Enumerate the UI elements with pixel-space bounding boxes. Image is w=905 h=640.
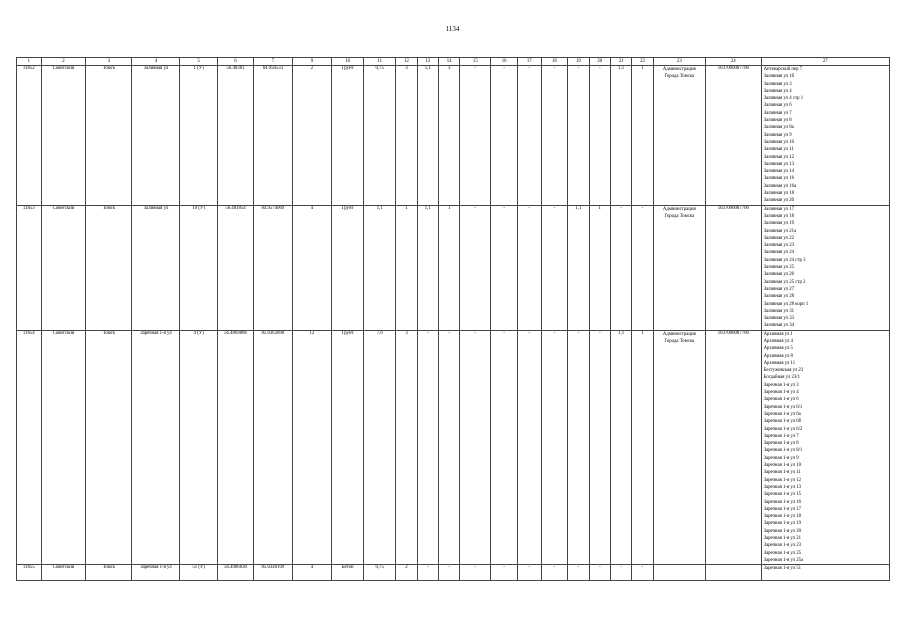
address-line: Заречная 1-я ул 6/2 [763, 426, 803, 432]
cell-c22: 1 [632, 330, 653, 565]
cell-lat: 56.4869886 [217, 330, 253, 565]
column-header: 13 [417, 58, 438, 66]
owner-line: Города Томска [664, 74, 695, 80]
cell-ogrn: 1037000087706 [706, 205, 762, 330]
address-line: Заливная ул 8 [763, 118, 792, 124]
address-line: Заливная ул 9 [763, 132, 792, 138]
address-line: Заречная 1-я ул 25а [763, 557, 804, 563]
cell-lon: 85.0362890 [254, 330, 292, 565]
address-line: Заливная ул 24 [763, 250, 795, 256]
data-table [16, 57, 890, 581]
cell-area: 1,1 [364, 205, 396, 330]
address-line: Заливная ул 3 [763, 81, 792, 87]
address-line: Заречная 1-я ул 6а [763, 411, 801, 417]
cell-c15: - [460, 565, 491, 581]
address-line: Заречная 1-я ул 18 [763, 514, 801, 520]
cell-addresses [761, 66, 889, 206]
cell-lat: 56.481854 [217, 205, 253, 330]
address-line: Заречная 1-я ул 8 [763, 441, 799, 447]
cell-c22: - [632, 205, 653, 330]
cell-city: Томск [86, 565, 132, 581]
address-line: Заливная ул 28 корп 1 [763, 301, 809, 307]
table-row [17, 330, 890, 565]
column-header: 19 [568, 58, 589, 66]
cell-district: Советский [41, 330, 86, 565]
cell-c19: - [568, 66, 589, 206]
cell-c15: - [460, 205, 491, 330]
column-header: 23 [653, 58, 705, 66]
cell-district: Советский [41, 565, 86, 581]
cell-area: 7,6 [364, 330, 396, 565]
cell-area: 0,75 [364, 565, 396, 581]
column-header: 1 [17, 58, 42, 66]
address-line: Заречная 1-я ул 16 [763, 499, 801, 505]
address-line: Заливная ул 33 [763, 316, 795, 322]
column-header: 2 [41, 58, 86, 66]
cell-c20: - [589, 66, 610, 206]
address-line: Заливная ул 28 [763, 294, 795, 300]
address-line: Бестужевская ул 23 [763, 368, 804, 374]
address-line: Заливная ул 27 [763, 286, 795, 292]
address-line: Заливная ул 4 [763, 88, 792, 94]
cell-c12: 2 [396, 565, 417, 581]
cell-surface: Грунт [332, 66, 364, 206]
address-line: Архивная ул 4 [763, 338, 793, 344]
address-line: Заречная 1-я ул 7 [763, 433, 799, 439]
cell-count: 4 [292, 205, 332, 330]
header-row [17, 58, 890, 66]
cell-id: 11853 [17, 205, 42, 330]
cell-c17: - [518, 205, 542, 330]
address-line: Заливная ул 20 [763, 198, 795, 204]
address-line: Заречная 1-я ул 8/1 [763, 448, 803, 454]
column-header: 3 [86, 58, 132, 66]
cell-count: 4 [292, 565, 332, 581]
cell-city: Томск [86, 330, 132, 565]
address-line: Заречная 1-я ул 25 [763, 550, 801, 556]
cell-surface: Грунт [332, 205, 364, 330]
cell-c13: - [417, 565, 438, 581]
address-line: Заречная 1-я ул 51 [763, 566, 801, 572]
address-line: Заливная ул 22 [763, 235, 795, 241]
column-header: 18 [541, 58, 568, 66]
cell-lat: 56.48381 [217, 66, 253, 206]
cell-lon: 84.9574069 [254, 205, 292, 330]
cell-c13: - [417, 330, 438, 565]
table-row [17, 205, 890, 330]
cell-count: 12 [292, 330, 332, 565]
cell-house: 51 (У) [180, 565, 217, 581]
address-line: Архивная ул 8 [763, 353, 793, 359]
cell-street: Заречная 1-я ул [132, 565, 180, 581]
cell-c19: 1,1 [568, 205, 589, 330]
column-header: 10 [332, 58, 364, 66]
cell-surface: Бетон [332, 565, 364, 581]
address-line: Заречная 1-я ул 17 [763, 506, 801, 512]
address-line: Заречная 1-я ул 4 [763, 390, 799, 396]
cell-ogrn: 1037000087706 [706, 330, 762, 565]
cell-house: 19 (У) [180, 205, 217, 330]
address-line: Заливная ул 17 [763, 206, 795, 212]
cell-c17: - [518, 66, 542, 206]
table-row [17, 565, 890, 581]
cell-surface: Грунт [332, 330, 364, 565]
address-line: Заливная ул 23 [763, 243, 795, 249]
cell-city: Томск [86, 66, 132, 206]
address-line: Архивная ул 11 [763, 360, 796, 366]
cell-c17: - [518, 565, 542, 581]
owner-line [655, 565, 704, 572]
address-line: Заречная 1-я ул 9 [763, 455, 799, 461]
column-header: 15 [460, 58, 491, 66]
cell-c21: 1,1 [610, 330, 631, 565]
cell-c20: - [589, 330, 610, 565]
column-header: 5 [180, 58, 217, 66]
cell-city: Томск [86, 205, 132, 330]
address-line: Заречная 1-я ул 3 [763, 382, 799, 388]
owner-line: Города Томска [664, 213, 695, 219]
cell-ogrn [706, 565, 762, 581]
cell-c12: 3 [396, 66, 417, 206]
cell-house: 1 (У) [180, 66, 217, 206]
owner-line: Администрация [662, 331, 696, 337]
cell-count: 2 [292, 66, 332, 206]
column-header: 4 [132, 58, 180, 66]
address-line: Заливная ул 25 стр 2 [763, 279, 806, 285]
cell-c12: 3 [396, 330, 417, 565]
address-line: Архивная ул 1 [763, 331, 793, 337]
column-header: 21 [610, 58, 631, 66]
column-header: 22 [632, 58, 653, 66]
owner-line [655, 572, 704, 579]
address-line: Аптекарский пер 7 [763, 67, 803, 72]
address-line: Заливная ул 31 [763, 308, 795, 314]
column-header: 20 [589, 58, 610, 66]
address-line: Заливная ул 8а [763, 125, 794, 131]
cell-district: Советский [41, 205, 86, 330]
cell-street: Заливная ул [132, 66, 180, 206]
column-header: 7 [254, 58, 292, 66]
cell-street: Заречная 1-я ул [132, 330, 180, 565]
address-line: Заречная 1-я ул 15 [763, 492, 801, 498]
column-header: 27 [761, 58, 889, 66]
cell-c21: - [610, 205, 631, 330]
address-line: Заречная 1-я ул 12 [763, 477, 801, 483]
cell-c12: 1 [396, 205, 417, 330]
cell-c18: - [541, 565, 568, 581]
address-line: Заливная ул 16а [763, 183, 797, 189]
cell-id: 11852 [17, 66, 42, 206]
column-header: 16 [491, 58, 518, 66]
cell-c18: - [541, 66, 568, 206]
cell-ogrn: 1037000087706 [706, 66, 762, 206]
cell-c19: - [568, 330, 589, 565]
cell-c15: - [460, 330, 491, 565]
address-line: Заливная ул 10 [763, 139, 795, 145]
cell-c13: 1,1 [417, 205, 438, 330]
address-line: Заречная 1-я ул 6б [763, 419, 802, 425]
cell-c14: - [438, 565, 459, 581]
address-line: Заливная ул 4 стр 1 [763, 96, 804, 102]
address-line: Заречная 1-я ул 6/1 [763, 404, 803, 410]
address-line: Заливная ул 34 [763, 323, 795, 329]
cell-c16: - [491, 66, 518, 206]
address-line: Заречная 1-я ул 23 [763, 543, 801, 549]
cell-area: 0,75 [364, 66, 396, 206]
cell-addresses [761, 330, 889, 565]
address-line: Заливная ул 7 [763, 110, 792, 116]
page-number: 1134 [445, 25, 460, 33]
cell-id: 11854 [17, 330, 42, 565]
cell-c18: - [541, 330, 568, 565]
address-line: Заливная ул 11 [763, 147, 794, 153]
address-line: Заречная 1-я ул 21 [763, 536, 801, 541]
cell-c18: - [541, 205, 568, 330]
address-line: Заливная ул 21а [763, 228, 797, 234]
cell-c21: - [610, 565, 631, 581]
cell-c17: - [518, 330, 542, 565]
address-line: Архивная ул 5 [763, 346, 793, 352]
cell-owner [653, 330, 705, 565]
cell-house: 4 (У) [180, 330, 217, 565]
cell-c16: - [491, 565, 518, 581]
address-line: Заречная 1-я ул 20 [763, 528, 801, 534]
cell-c19: - [568, 565, 589, 581]
address-line: Заливная ул 18 [763, 213, 795, 219]
cell-c22: 1 [632, 66, 653, 206]
cell-c14: 3 [438, 66, 459, 206]
cell-district: Советский [41, 66, 86, 206]
owner-line: Администрация [662, 206, 696, 212]
cell-c16: - [491, 205, 518, 330]
cell-owner [653, 66, 705, 206]
column-header: 14 [438, 58, 459, 66]
cell-lon: 84.950533 [254, 66, 292, 206]
column-header: 6 [217, 58, 253, 66]
cell-lon: 85.0340109 [254, 565, 292, 581]
cell-addresses [761, 205, 889, 330]
cell-id: 11855 [17, 565, 42, 581]
owner-line: Города Томска [664, 338, 695, 344]
cell-lat: 56.4906830 [217, 565, 253, 581]
address-line: Заливная ул 19 [763, 221, 795, 227]
cell-c15: - [460, 66, 491, 206]
column-header: 11 [364, 58, 396, 66]
address-line: Заливная ул 18 [763, 191, 795, 197]
cell-c20: 1 [589, 205, 610, 330]
cell-c22: - [632, 565, 653, 581]
address-line: Заречная 1-я ул 10 [763, 463, 801, 469]
address-line: Заливная ул 6 [763, 103, 792, 109]
owner-line: Администрация [662, 67, 696, 72]
address-line: Заречная 1-я ул 13 [763, 484, 801, 490]
address-line: Заречная 1-я ул 11 [763, 470, 801, 476]
address-line: Заливная ул 16 [763, 176, 795, 182]
cell-c14: - [438, 330, 459, 565]
cell-c13: 1,1 [417, 66, 438, 206]
cell-c21: 1,1 [610, 66, 631, 206]
address-line: Заливная ул 1б [763, 74, 795, 80]
column-header: 12 [396, 58, 417, 66]
address-line: Заречная 1-я ул 6 [763, 397, 799, 403]
address-line: Заливная ул 14 [763, 169, 795, 175]
cell-owner [653, 205, 705, 330]
address-line: Заречная 1-я ул 19 [763, 521, 801, 527]
cell-owner [653, 565, 705, 581]
address-line: Заливная ул 13 [763, 161, 795, 167]
address-line: Богдайная ул 23/1 [763, 375, 800, 381]
cell-street: Заливная ул [132, 205, 180, 330]
address-line: Заливная ул 12 [763, 154, 795, 160]
address-line: Заливная ул 26 [763, 272, 795, 278]
cell-c20: - [589, 565, 610, 581]
cell-addresses [761, 565, 889, 581]
column-header: 17 [518, 58, 542, 66]
address-line: Заливная ул 25 [763, 265, 795, 271]
column-header: 24 [706, 58, 762, 66]
cell-c16: - [491, 330, 518, 565]
column-header: 9 [292, 58, 332, 66]
table-row [17, 66, 890, 206]
address-line: Заливная ул 24 стр 3 [763, 257, 806, 263]
cell-c14: 1 [438, 205, 459, 330]
